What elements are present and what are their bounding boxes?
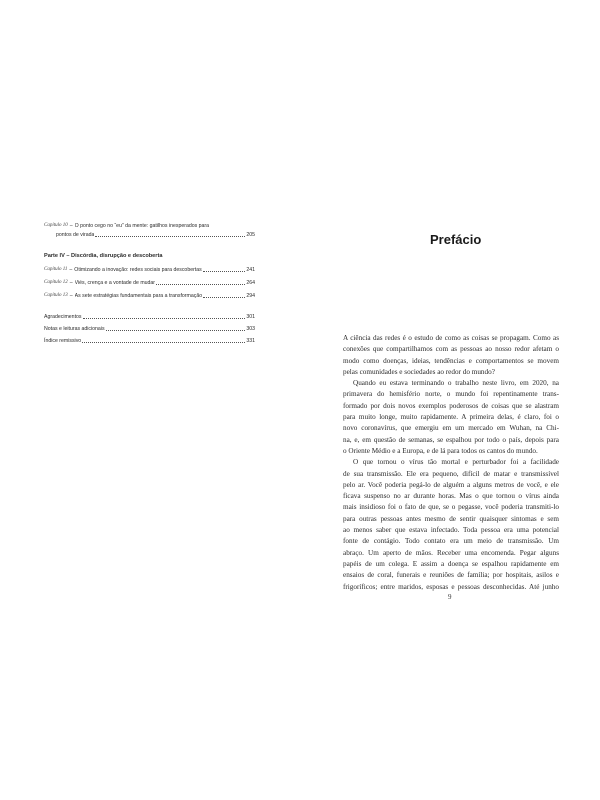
toc-entry-index[interactable] [44,337,255,345]
text-line: na, e, em questão de semanas, se espalhou por todo o país, depois para [343,435,559,444]
text-line: formado por dois novos exemplos poderosos de coisas que se alastram [343,401,559,410]
text-line: abraço. Um aperto de mãos. Receber uma encomenda. Pegar alguns [343,548,559,557]
section-title: Agradecimentos [44,314,82,320]
page-number: 9 [448,593,452,601]
text-line: conexões que compartilhamos com as pessoas ao nosso redor afetam o [343,345,559,354]
text-line: Quando eu estava terminando o trabalho neste livro, em 2020, na [353,379,559,388]
part-heading: Parte IV – Discórdia, disrupção e descoberta [44,253,163,259]
toc-entry-acknowledgments[interactable] [44,313,255,321]
page-number: 205 [246,232,255,238]
chapter-label: Capítulo 10 [44,223,68,228]
page-number: 301 [246,314,255,320]
chapter-title-continued: pontos de virada [56,232,95,238]
chapter-title: O ponto cego no “eu” da mente: gatilhos inesperados para [74,223,210,229]
text-line: ficava suspenso no ar durante horas. Mas o que tornou o vírus ainda [343,492,559,501]
preface-body [343,333,559,593]
page-number: 331 [246,338,255,344]
text-line: ensaios de coral, funerais e reuniões de família; por hospitais, asilos e [343,571,559,580]
dot-leader [106,330,246,331]
text-line: papéis de um colega. E assim a doença se espalhou rapidamente em [343,559,559,568]
toc-entry-chapter-10[interactable]: Capítulo 10 – O ponto cego no “eu” da mente: gatilhos inesperados para [44,223,210,229]
chapter-title: Viés, crença e a vontade de mudar [74,280,156,286]
text-line: O que tornou o vírus tão mortal e perturbador foi a facilidade [353,458,559,467]
toc-entry-chapter-11[interactable]: Capítulo 11 – Otimizando a inovação: redes sociais para descobertas 241 [44,267,255,273]
text-line: modo como doenças, ideias, tendências e comportamentos se movem [343,356,559,365]
text-line: novo coronavírus, que emergiu em um mercado em Wuhan, na Chi- [343,424,559,433]
text-line: fonte de contágio. Todo contato era um meio de transmissão. Um [343,537,559,546]
dot-leader [203,297,245,298]
right-page [300,0,600,800]
section-title: Índice remissivo [44,338,82,344]
text-line: pelo ar. Você poderia pegá-lo de alguém a alguns metros de você, e ele [343,480,559,489]
page-number: 241 [246,267,255,273]
text-line: primavera do hemisfério norte, o mundo foi repentinamente trans- [343,390,559,399]
chapter-title: As sete estratégias fundamentais para a transformação [74,293,203,299]
dot-leader [95,236,245,237]
section-title: Notas e leituras adicionais [44,326,105,332]
text-line: pelas comunidades e sociedades ao redor do mundo? [343,367,495,376]
chapter-title: Otimizando a inovação: redes sociais para descobertas [74,267,202,273]
page-number: 294 [246,293,255,299]
dot-leader [83,318,246,319]
page-number: 264 [246,280,255,286]
toc-entry-notes[interactable] [44,325,255,333]
toc-entry-chapter-10-cont[interactable] [56,231,255,239]
preface-title: Prefácio [430,232,482,247]
page-number: 303 [246,326,255,332]
text-line: mais insidioso foi o fato de que, se o pegasse, você poderia transmiti-lo [343,503,559,512]
chapter-label: Capítulo 12 [44,280,68,285]
text-line: ao menos saber que estava infectado. Toda pessoa era uma potencial [343,526,559,535]
text-line: o Oriente Médio e a Europa, e de lá para todos os cantos do mundo. [343,446,538,455]
chapter-label: Capítulo 11 [44,267,68,272]
text-line: A ciência das redes é o estudo de como as coisas se propagam. Como as [343,334,559,342]
chapter-label: Capítulo 13 [44,293,68,298]
text-line: para muito longe, muito rapidamente. A primeira delas, é claro, foi o [343,413,559,422]
dot-leader [203,271,246,272]
text-line: para outras pessoas antes mesmo de sentir quaisquer sintomas e sem [343,514,559,523]
dot-leader [156,284,245,285]
dot-leader [82,342,245,343]
toc-entry-chapter-12[interactable]: Capítulo 12 – Viés, crença e a vontade de mudar 264 [44,280,255,286]
text-line: de sua transmissão. Ele era pequeno, difícil de matar e transmissível [343,469,559,478]
toc-entry-chapter-13[interactable]: Capítulo 13 – As sete estratégias fundamentais para a transformação 294 [44,293,255,299]
text-line: frigoríficos; entre maridos, esposas e pessoas desconhecidas. Até junho [343,582,559,591]
